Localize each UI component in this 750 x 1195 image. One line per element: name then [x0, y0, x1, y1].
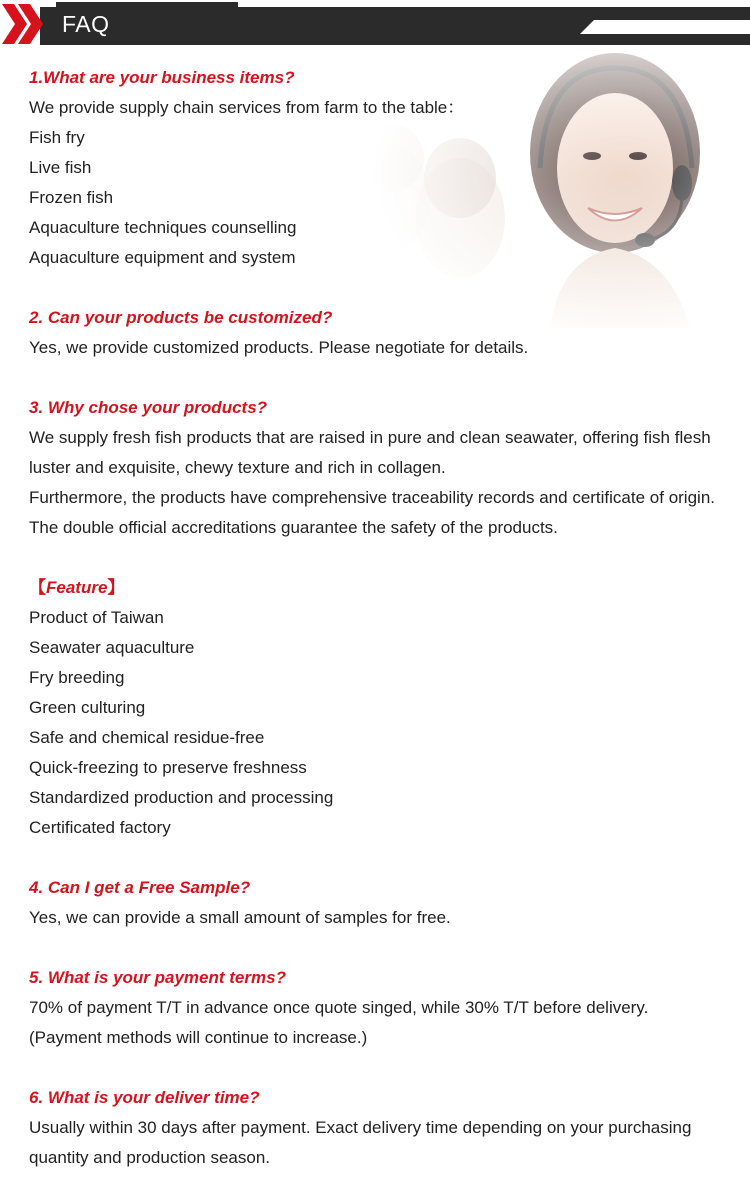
feature-item: Fry breeding — [29, 668, 125, 687]
header-stripe — [580, 20, 750, 34]
business-item: Aquaculture techniques counselling — [29, 218, 297, 237]
faq-answer-3-part-1: We supply fresh fish products that are raised in pure and clean seawater, offering fish flesh luster and exquisite, chewy texture and rich in collagen. — [29, 428, 711, 477]
faq-question-1: 1.What are your business items? — [29, 68, 295, 87]
feature-item: Safe and chemical residue-free — [29, 728, 265, 747]
feature-bracket-close: 】 — [107, 578, 125, 597]
faq-content — [29, 63, 739, 1173]
faq-question-2: 2. Can your products be customized? — [29, 308, 333, 327]
faq-answer-6: Usually within 30 days after payment. Exact delivery time depending on your purchasing quantity and production season. — [29, 1118, 692, 1167]
faq-question-6: 6. What is your deliver time? — [29, 1088, 260, 1107]
feature-item: Seawater aquaculture — [29, 638, 195, 657]
faq-answer-5-part-1: 70% of payment T/T in advance once quote singed, while 30% T/T before delivery. — [29, 998, 649, 1017]
feature-label: Feature — [46, 578, 108, 597]
business-item: Frozen fish — [29, 188, 114, 207]
business-item: Live fish — [29, 158, 92, 177]
faq-answer-1-intro: We provide supply chain services from farm to the table： — [29, 98, 465, 117]
page-title: FAQ — [62, 11, 110, 37]
faq-answer-3-part-2: Furthermore, the products have comprehensive traceability records and certificate of origin. The double official accreditations guarantee the safety of the products. — [29, 488, 715, 537]
feature-item: Green culturing — [29, 698, 146, 717]
feature-heading — [29, 573, 739, 603]
faq-answer-5-part-2: (Payment methods will continue to increase.) — [29, 1028, 368, 1047]
business-item: Fish fry — [29, 128, 85, 147]
business-item: Aquaculture equipment and system — [29, 248, 296, 267]
faq-header — [0, 0, 750, 48]
faq-question-3: 3. Why chose your products? — [29, 398, 268, 417]
double-chevron-icon — [0, 0, 48, 48]
feature-item: Quick-freezing to preserve freshness — [29, 758, 307, 777]
faq-answer-4: Yes, we can provide a small amount of samples for free. — [29, 908, 451, 927]
feature-item: Standardized production and processing — [29, 788, 334, 807]
faq-question-5: 5. What is your payment terms? — [29, 968, 286, 987]
faq-question-4: 4. Can I get a Free Sample? — [29, 878, 251, 897]
feature-item: Certificated factory — [29, 818, 171, 837]
feature-item: Product of Taiwan — [29, 608, 164, 627]
feature-bracket-open: 【 — [29, 578, 46, 597]
faq-answer-2: Yes, we provide customized products. Please negotiate for details. — [29, 338, 529, 357]
